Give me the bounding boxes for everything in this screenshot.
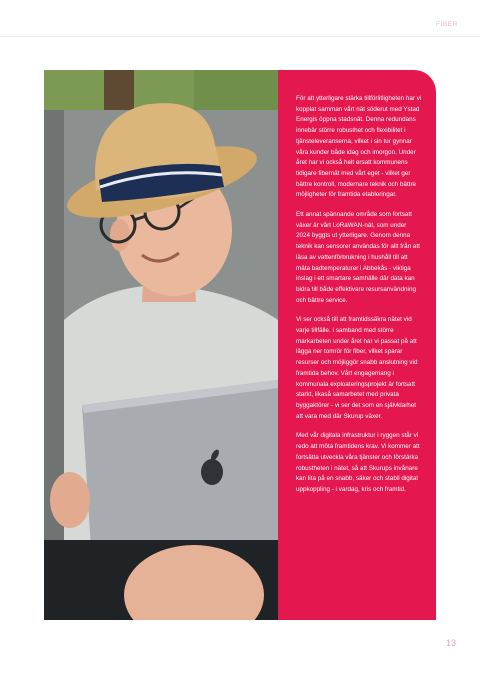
page-number: 13 bbox=[445, 638, 456, 648]
header-divider bbox=[0, 36, 480, 37]
article-paragraph: För att ytterligare stärka tillförlitligheten har vi kopplat samman vårt nät söderut med Ystad Energis öppna stadsnät. Denna redundans innebär större robusthet och flexibilitet i tjänsteleveranserna, vilket i sin tur gynnar våra kunder både idag och imorgon. Under året har vi också helt ersatt kommunens tidigare fibernät med vårt eget - vilket ger bättre kontroll, modernare teknik och bättre möjligheter för framtida etableringar. bbox=[296, 95, 422, 199]
section-label: FIBER bbox=[435, 21, 458, 28]
article-paragraph: Ett annat spännande område som fortsatt växer är vårt LoRaWAN-nät, som under 2024 byggts ut ytterligare. Genom denna teknik kan sensorer användas för allt från att läsa av vattenförbrukning i hushåll till att mäta badtemperaturer i Abbekås - viktiga inslag i ett smartare samhälle där data kan bidra till både effektivare resursanvändning och bättre service. bbox=[296, 211, 420, 304]
article-paragraph: Med vår digitala infrastruktur i ryggen står vi redo att möta framtidens krav. Vi kommer att fortsätta utveckla våra tjänster och förstärka robustheten i nätet, så att Skurups invånare kan lita på en snabb, säker och stabil digital uppkoppling - i vardag, kris och framtid. bbox=[296, 432, 420, 493]
article-panel bbox=[278, 70, 436, 620]
photo-person-with-laptop bbox=[44, 70, 278, 620]
article-paragraph: Vi ser också till att framtidssäkra nätet vid varje tillfälle. I samband med större markarbeten under året har vi passat på att lägga ner tomrör för fiber, vilket sparar resurser och möjliggör snabb anslutning vid framtida behov. Vårt engagemang i kommunala exploateringsprojekt är fortsatt starkt, likaså samarbetet med privata byggaktörer - vi ser det som en självklarhet att vara med där Skurup växer. bbox=[296, 316, 418, 420]
